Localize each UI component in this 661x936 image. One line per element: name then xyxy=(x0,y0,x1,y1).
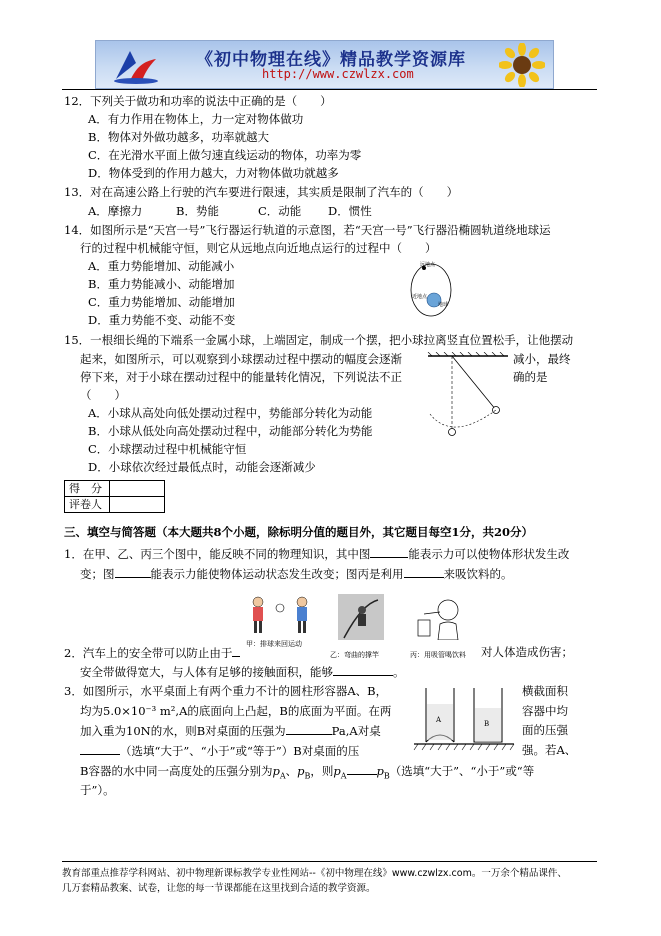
f1-caption-a: 甲：排球来回运动 xyxy=(246,640,302,648)
q15-option-a: A．小球从高处向低处摆动过程中，势能部分转化为动能 xyxy=(88,406,373,420)
f2-blank-1[interactable] xyxy=(232,644,240,657)
site-logo-icon xyxy=(110,45,162,85)
q15-line3a: 停下来，对于小球在摆动过程中的能量转化情况，下列说法不正 xyxy=(80,370,402,384)
far-point-label: 远地点 xyxy=(420,262,436,268)
q14-option-c: C．重力势能增加、动能增加 xyxy=(88,295,235,309)
section3-heading: 三、填空与简答题（本大题共8个小题，除标明分值的题目外，其它题目每空1分，共20分） xyxy=(64,525,534,539)
q13-option-c: C．动能 xyxy=(258,204,302,218)
earth-label: 地球 xyxy=(438,302,449,308)
f3-line1b: 横截面积 xyxy=(522,684,568,698)
q14-option-a: A．重力势能增加、动能减小 xyxy=(88,259,235,273)
volleyball-figure xyxy=(240,594,324,640)
f1-caption-c: 丙：用吸管喝饮料 xyxy=(410,651,466,659)
near-point-label: 近地点 xyxy=(412,294,428,300)
sunflower-icon xyxy=(499,43,545,87)
f2-blank-2[interactable] xyxy=(333,663,393,676)
container-b-label: B xyxy=(484,720,490,728)
q14-stem-line1: 14．如图所示是“天宫一号”飞行器运行轨道的示意图，若“天宫一号”飞行器沿椭圆轨道绕地球运 xyxy=(64,223,551,237)
f1-caption-b: 乙：弯曲的撑竿 xyxy=(330,651,379,659)
straw-drink-figure xyxy=(410,594,470,640)
f3-line5: B容器的水中同一高度处的压强分别为$p_A$、$p_B$，则$p_A$ $p_B$（选填“大于”、“小于”或“等 xyxy=(80,764,535,781)
q15-option-d: D．小球依次经过最低点时，动能会逐渐减少 xyxy=(88,460,316,474)
grader-label: 评卷人 xyxy=(65,497,110,513)
f3-blank-2[interactable] xyxy=(80,742,120,755)
f1-blank-2[interactable] xyxy=(115,565,151,578)
f1-line2: 变；图 能表示力能使物体运动状态发生改变；图丙是利用 来吸饮料的。 xyxy=(80,567,513,581)
orbit-figure xyxy=(404,258,458,318)
f3-line4b: 强。若A、 xyxy=(522,743,577,757)
f1-blank-3[interactable] xyxy=(404,565,444,578)
f3-blank-3[interactable] xyxy=(347,762,377,775)
q12-option-d: D．物体受到的作用力越大，力对物体做功就越多 xyxy=(88,166,339,180)
q12-option-b: B．物体对外做功越多，功率就越大 xyxy=(88,130,269,144)
banner-title: 《初中物理在线》精品教学资源库 xyxy=(196,50,466,70)
q12-option-c: C．在光滑水平面上做匀速直线运动的物体，功率为零 xyxy=(88,148,362,162)
q12-stem: 12．下列关于做功和功率的说法中正确的是（ ） xyxy=(64,94,332,108)
f3-line6: 于”）。 xyxy=(80,783,115,797)
q15-line1: 15．一根细长绳的下端系一金属小球，上端固定，制成一个摆，把小球拉离竖直位置松手，让他摆动 xyxy=(64,333,574,347)
footer-line2: 几万套精品教案、试卷，让您的每一节课都能在这里找到合适的教学资源。 xyxy=(62,883,376,894)
q13-option-b: B．势能 xyxy=(176,204,219,218)
q14-option-d: D．重力势能不变、动能不变 xyxy=(88,313,236,327)
q14-option-b: B．重力势能减小、动能增加 xyxy=(88,277,235,291)
pendulum-figure xyxy=(424,352,512,440)
q15-option-b: B．小球从低处向高处摆动过程中，动能部分转化为势能 xyxy=(88,424,373,438)
f3-line4: （选填“大于”、“小于”或“等于”）B对桌面的压 xyxy=(80,742,359,759)
score-label: 得 分 xyxy=(65,481,110,497)
containers-figure xyxy=(412,684,516,754)
pole-vault-figure xyxy=(338,594,384,640)
f2-line2: 安全带做得宽大，与人体有足够的接触面积，能够 。 xyxy=(80,665,405,679)
q13-option-d: D．惯性 xyxy=(328,204,372,218)
score-cell[interactable] xyxy=(110,481,165,497)
f1-line1: 1．在甲、乙、丙三个图中，能反映不同的物理知识，其中图 能表示力可以使物体形状发生改 xyxy=(64,547,570,561)
q15-line2a: 起来，如图所示，可以观察到小球摆动过程中摆动的幅度会逐渐 xyxy=(80,352,402,366)
q12-option-a: A．有力作用在物体上，力一定对物体做功 xyxy=(88,112,304,126)
f3-line2b: 容器中均 xyxy=(522,704,568,718)
f3-line1a: 3．如图所示，水平桌面上有两个重力不计的圆柱形容器A、B， xyxy=(64,684,388,698)
f3-blank-1[interactable] xyxy=(286,722,332,735)
q15-option-c: C．小球摆动过程中机械能守恒 xyxy=(88,442,247,456)
q14-stem-line2: 行的过程中机械能守恒，则它从远地点向近地点运行的过程中（ ） xyxy=(80,241,437,255)
score-table xyxy=(64,480,165,513)
f3-line3: 加入重为10N的水，则B对桌面的压强为 Pa,A对桌 xyxy=(80,724,381,738)
f3-line2a: 均为5.0×10⁻³ m²,A的底面向上凸起，B的底面为平面。在两 xyxy=(80,704,392,718)
q13-stem: 13．对在高速公路上行驶的汽车要进行限速，其实质是限制了汽车的（ ） xyxy=(64,185,459,199)
q15-line2b: 减小，最终 xyxy=(513,352,571,366)
q15-line3b: 确的是 xyxy=(513,370,548,384)
banner-url: http://www.czwlzx.com xyxy=(262,67,414,81)
q13-option-a: A．摩擦力 xyxy=(88,204,143,218)
volleyball-icon xyxy=(276,604,284,612)
footer-rule xyxy=(62,861,597,862)
footer-line1: 教育部重点推荐学科网站、初中物理新课标教学专业性网站--《初中物理在线》www.czwlzx.com。一万余个精品课件、 xyxy=(62,868,567,879)
f2-line1b: 对人体造成伤害； xyxy=(481,645,573,659)
f3-line3c: 面的压强 xyxy=(522,723,568,737)
f1-blank-1[interactable] xyxy=(370,545,408,558)
container-a-label: A xyxy=(436,716,442,724)
f2-line1a: 2．汽车上的安全带可以防止由于 xyxy=(64,644,240,661)
pendulum-ball-icon xyxy=(493,407,500,414)
q15-line4: （ ） xyxy=(80,388,126,402)
header-rule xyxy=(62,89,597,90)
grader-cell[interactable] xyxy=(110,497,165,513)
header-banner xyxy=(95,40,554,89)
